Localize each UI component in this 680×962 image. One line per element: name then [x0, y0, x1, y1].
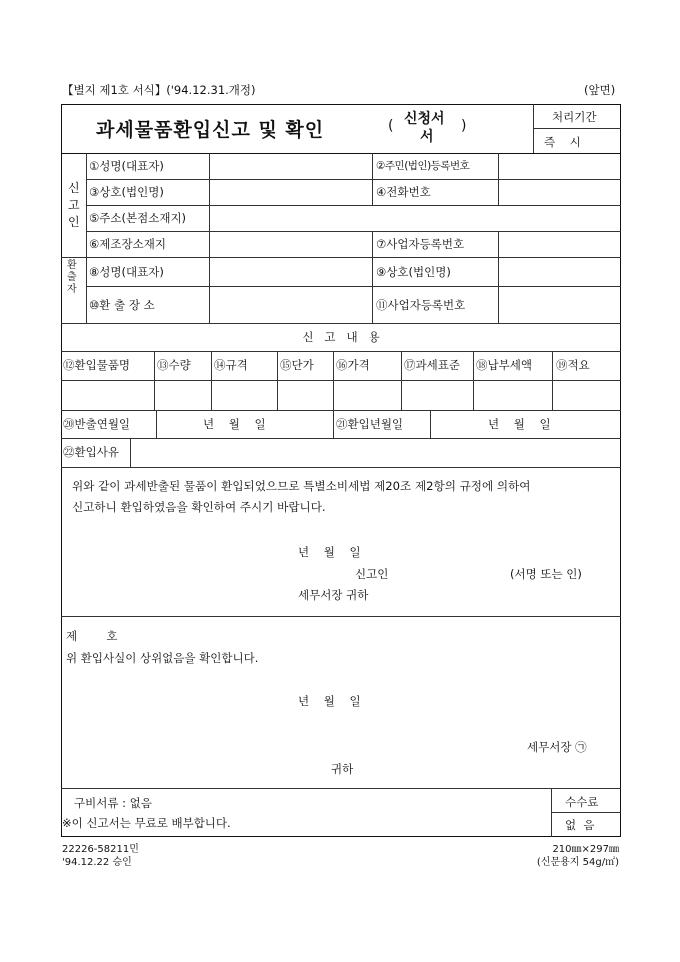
- form-number: 【별지 제1호 서식】('94.12.31.개정): [62, 83, 256, 97]
- statement-addressee: 세무서장 귀하: [298, 588, 369, 602]
- paper-size: 210㎜×297㎜: [552, 844, 619, 855]
- col-unit-price: ⑮단가: [280, 358, 314, 372]
- returnee-company-label: ⑨상호(법인명): [376, 265, 451, 279]
- title-sub-top: 신청서: [404, 111, 445, 127]
- reporter-address-label: ⑤주소(본점소재지): [89, 211, 187, 225]
- report-content-heading: 신 고 내 용: [302, 330, 380, 344]
- col-spec: ⑭규격: [214, 358, 248, 372]
- return-reason-label: ㉒환입사유: [63, 445, 119, 459]
- free-distribution-note: ※이 신고서는 무료로 배부합니다.: [62, 816, 231, 830]
- returnee-business-number-label: ⑪사업자등록번호: [376, 298, 466, 312]
- title-paren-open: (: [388, 118, 394, 134]
- title-sub-bottom: 서: [420, 129, 434, 145]
- processing-period-value: 즉 시: [544, 135, 581, 149]
- required-documents: 구비서류 : 없음: [74, 796, 152, 810]
- returnee-section-label: 환출자: [67, 260, 77, 295]
- col-remarks: ⑲적요: [556, 358, 590, 372]
- processing-period-label: 처리기간: [552, 110, 597, 124]
- reporter-phone-label: ④전화번호: [376, 185, 431, 199]
- col-price: ⑯가격: [336, 358, 370, 372]
- confirmation-addressee: 귀하: [331, 762, 354, 776]
- col-quantity: ⑬수량: [157, 358, 191, 372]
- tax-office-chief: 세무서장 ㉠: [527, 740, 587, 754]
- return-date-value: 년 월 일: [488, 417, 551, 431]
- form-title: 과세물품환입신고 및 확인: [96, 119, 325, 141]
- reporter-company-label: ③상호(법인명): [89, 185, 164, 199]
- reporter-registration-label: ②주민(법인)등록번호: [376, 160, 470, 172]
- paper-type: (신문용지 54g/㎡): [536, 857, 619, 868]
- form-code: 22226-58211민: [62, 844, 139, 855]
- shipment-date-label: ⑳반출연월일: [63, 417, 131, 431]
- reporter-name-label: ①성명(대표자): [89, 159, 164, 173]
- fee-label: 수수료: [565, 795, 599, 809]
- fee-value: 없 음: [565, 818, 595, 832]
- return-place-label: ⑩환 출 장 소: [89, 298, 155, 312]
- factory-location-label: ⑥제조장소재지: [89, 237, 166, 251]
- reporter-business-number-label: ⑦사업자등록번호: [376, 237, 465, 251]
- shipment-date-value: 년 월 일: [203, 417, 266, 431]
- statement-line-1: 위와 같이 과세반출된 물품이 환입되었으므로 특별소비세법 제20조 제2항의 규정에 의하여: [72, 479, 531, 493]
- confirmation-text: 위 환입사실이 상위없음을 확인합니다.: [66, 651, 259, 665]
- title-paren-close: ): [461, 118, 467, 134]
- statement-date: 년 월 일: [298, 545, 361, 559]
- confirmation-date: 년 월 일: [298, 694, 361, 708]
- signature-note: (서명 또는 인): [510, 567, 582, 581]
- reporter-section-label: 신고인: [68, 181, 80, 229]
- col-tax-amount: ⑱납부세액: [476, 358, 532, 372]
- confirmation-number: 제 호: [66, 629, 118, 643]
- page-side: (앞면): [584, 83, 616, 97]
- statement-reporter: 신고인: [355, 567, 389, 581]
- return-date-label: ㉑환입년월일: [336, 417, 404, 431]
- col-item-name: ⑫환입물품명: [63, 358, 131, 372]
- returnee-name-label: ⑧성명(대표자): [89, 265, 164, 279]
- col-tax-base: ⑰과세표준: [404, 358, 460, 372]
- statement-line-2: 신고하니 환입하였음을 확인하여 주시기 바랍니다.: [72, 500, 326, 514]
- approval-date: '94.12.22 승인: [62, 857, 132, 868]
